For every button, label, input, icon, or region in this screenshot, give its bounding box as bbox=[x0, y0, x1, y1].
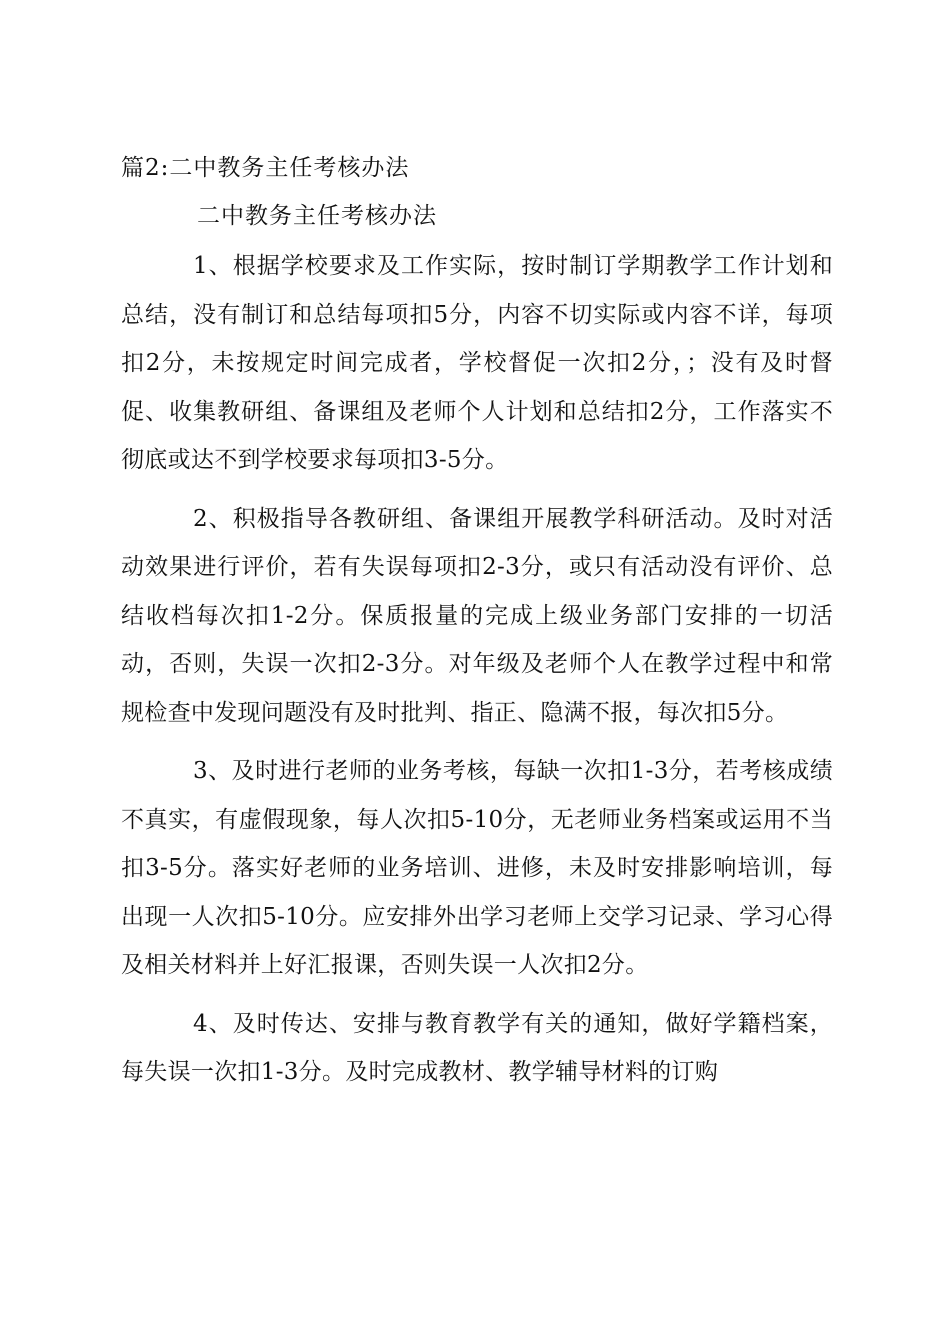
paragraph-3: 3、及时进行老师的业务考核，每缺一次扣1-3分，若考核成绩不真实，有虚假现象，每人次扣5-10分，无老师业务档案或运用不当扣3-5分。落实好老师的业务培训、进修，未及时安排影响培训，每出现一人次扣5-10分。应安排外出学习老师上交学习记录、学习心得及相关材料并上好汇报课，否则失误一人次扣2分。 bbox=[121, 758, 833, 978]
paragraph-1: 1、根据学校要求及工作实际，按时制订学期教学工作计划和总结，没有制订和总结每项扣5分，内容不切实际或内容不详，每项扣2分，未按规定时间完成者，学校督促一次扣2分，；没有及时督促、收集教研组、备课组及老师个人计划和总结扣2分，工作落实不彻底或达不到学校要求每项扣3-5分。 bbox=[121, 253, 833, 473]
section-heading: 篇2:二中教务主任考核办法 bbox=[121, 155, 410, 181]
document-page bbox=[121, 150, 833, 1097]
paragraph-4: 4、及时传达、安排与教育教学有关的通知，做好学籍档案，每失误一次扣1-3分。及时完成教材、教学辅导材料的订购 bbox=[121, 1010, 833, 1085]
document-title: 二中教务主任考核办法 bbox=[197, 203, 437, 229]
paragraph-2: 2、积极指导各教研组、备课组开展教学科研活动。及时对活动效果进行评价，若有失误每项扣2-3分，或只有活动没有评价、总结收档每次扣1-2分。保质报量的完成上级业务部门安排的一切活动，否则，失误一次扣2-3分。对年级及老师个人在教学过程中和常规检查中发现问题没有及时批判、指正、隐满不报，每次扣5分。 bbox=[121, 505, 833, 726]
